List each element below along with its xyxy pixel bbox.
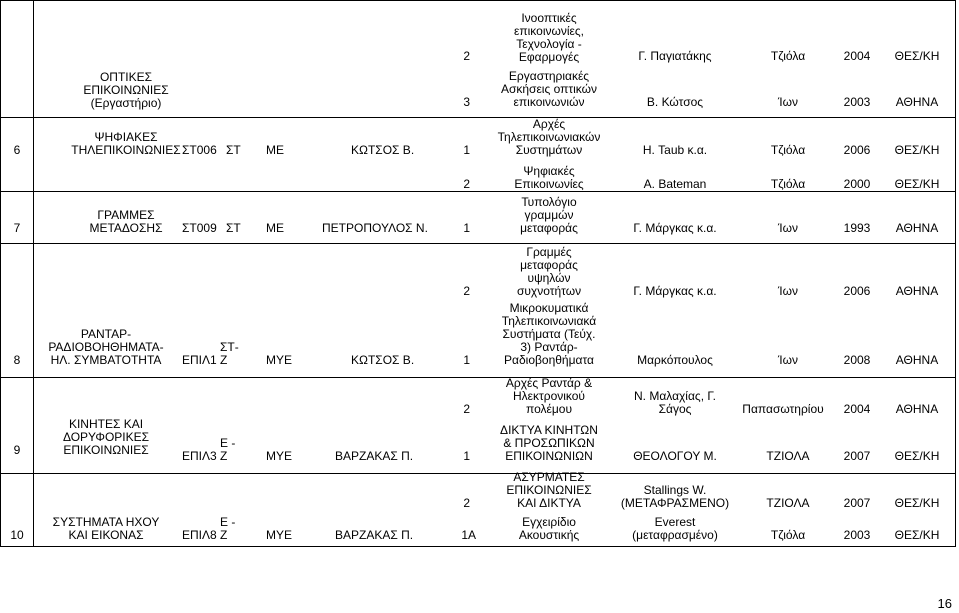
book-title: ΔΙΚΤΥΑ ΚΙΝΗΤΩΝ & ΠΡΟΣΩΠΙΚΩΝ ΕΠΙΚΟΙΝΩΝΙΩΝ [500,423,598,463]
book-year: 2004 [843,402,871,416]
book-publisher: Ίων [778,221,798,235]
course-teacher: ΚΩΤΣΟΣ Β. [351,143,415,157]
book-publisher: Τζιόλα [770,177,806,191]
book-title: Μικροκυματικά Τηλεπικοινωνιακά Συστήματα (Τεύχ. 3) Ραντάρ- Ραδιοβοηθήματα [501,301,597,367]
book-publisher: ΤΖΙΟΛΑ [766,496,810,510]
book-publisher: Ίων [778,95,798,109]
book-marker: 1 [463,353,470,367]
book-title: Ψηφιακές Επικοινωνίες [514,164,584,191]
book-city: ΘΕΣ/ΚΗ [894,449,940,463]
course-title: ΡΑΝΤΑΡ- ΡΑΔΙΟΒΟΗΘΗΜΑΤΑ- ΗΛ. ΣΥΜΒΑΤΟΤΗΤΑ [48,327,164,367]
book-author: ΘΕΟΛΟΓΟΥ Μ. [633,449,717,463]
book-year: 2004 [843,49,871,63]
book-year: 2006 [843,143,871,157]
book-author: Everest (μεταφρασμένο) [632,515,718,542]
row-number: 9 [13,443,21,457]
course-semester: ΣΤ [226,143,241,157]
book-year: 2003 [843,528,871,542]
book-city: ΑΘΗΝΑ [895,353,939,367]
book-author: Μαρκόπουλος [637,353,713,367]
book-year: 2000 [843,177,871,191]
course-teacher: ΚΩΤΣΟΣ Β. [351,353,415,367]
page-number: 16 [937,596,952,611]
book-marker: 2 [463,49,470,63]
book-year: 2007 [843,449,871,463]
course-type: ΜΥΕ [266,528,293,542]
book-author: Stallings W. (ΜΕΤΑΦΡΑΣΜΕΝΟ) [620,483,730,510]
book-title: Εγχειρίδιο Ακουστικής [518,515,580,542]
book-marker: 1 [463,221,470,235]
row-number: 7 [13,221,21,235]
book-year: 1993 [843,221,871,235]
book-marker: 2 [463,284,470,298]
row-divider [0,473,955,474]
course-code: ΕΠΙΛ1 [182,353,217,367]
course-code: ΕΠΙΛ8 [182,528,217,542]
row-number: 10 [10,528,24,542]
course-teacher: ΠΕΤΡΟΠΟΥΛΟΣ Ν. [322,221,428,235]
book-title: Εργαστηριακές Ασκήσεις οπτικών επικοινωνιών [500,69,598,109]
course-title: ΣΥΣΤΗΜΑΤΑ ΗΧΟΥ ΚΑΙ ΕΙΚΟΝΑΣ [52,515,160,542]
book-publisher: Ίων [778,353,798,367]
course-teacher: ΒΑΡΖΑΚΑΣ Π. [335,449,414,463]
book-title: Γραμμές μεταφοράς υψηλών συχνοτήτων [516,245,582,298]
book-city: ΘΕΣ/ΚΗ [894,177,940,191]
book-marker: 1 [463,449,470,463]
course-semester: ΣΤ- Ζ [220,340,239,367]
table-border-left [0,0,1,547]
row-number: 8 [13,353,21,367]
book-marker: 2 [463,496,470,510]
book-year: 2007 [843,496,871,510]
book-city: ΑΘΗΝΑ [895,221,939,235]
course-type: ΜΕ [266,221,284,235]
book-publisher: ΤΖΙΟΛΑ [766,449,810,463]
row-divider [0,191,955,192]
course-title: ΓΡΑΜΜΕΣ ΜΕΤΑΔΟΣΗΣ [89,208,163,235]
book-marker: 2 [463,402,470,416]
book-author: A. Bateman [643,177,707,191]
book-city: ΘΕΣ/ΚΗ [894,528,940,542]
book-city: ΘΕΣ/ΚΗ [894,143,940,157]
course-semester: ΣΤ [226,221,241,235]
book-title: Ινοοπτικές επικοινωνίες, Τεχνολογία - Εφαρμογές [514,11,584,64]
book-author: Γ. Μάργκας κ.α. [633,221,717,235]
course-title: ΟΠΤΙΚΕΣ ΕΠΙΚΟΙΝΩΝΙΕΣ (Εργαστήριο) [83,70,169,110]
book-title: Αρχές Τηλεπικοινωνιακών Συστημάτων [497,117,601,157]
row-divider [0,117,955,118]
book-title: Αρχές Ραντάρ & Ηλεκτρονικού πολέμου [505,376,593,416]
book-city: ΑΘΗΝΑ [895,284,939,298]
book-publisher: Τζιόλα [770,49,806,63]
book-city: ΘΕΣ/ΚΗ [894,496,940,510]
course-code: ΣΤ009 [182,221,217,235]
book-author: Γ. Μάργκας κ.α. [633,284,717,298]
book-year: 2006 [843,284,871,298]
course-semester: Ε - Ζ [220,436,236,463]
course-code: ΣΤ006 [182,143,217,157]
book-author: Ν. Μαλαχίας, Γ. Σάγος [633,389,716,416]
table-border-right [955,0,956,547]
course-type: ΜΥΕ [266,353,293,367]
book-author: Η. Taub κ.α. [642,143,708,157]
book-city: ΘΕΣ/ΚΗ [894,49,940,63]
course-type: ΜΕ [266,143,284,157]
book-title: ΑΣΥΡΜΑΤΕΣ ΕΠΙΚΟΙΝΩΝΙΕΣ ΚΑΙ ΔΙΚΤΥΑ [506,470,592,510]
column-divider [33,0,34,547]
book-publisher: Ίων [778,284,798,298]
row-divider [0,377,955,378]
row-divider [0,243,955,244]
book-marker: 2 [463,177,470,191]
book-marker: 1 [463,143,470,157]
book-city: ΑΘΗΝΑ [895,95,939,109]
course-type: ΜΥΕ [266,449,293,463]
book-title: Τυπολόγιο γραμμών μεταφοράς [520,195,578,235]
book-marker: 3 [463,95,470,109]
book-year: 2008 [843,353,871,367]
course-title: ΚΙΝΗΤΕΣ ΚΑΙ ΔΟΡΥΦΟΡΙΚΕΣ ΕΠΙΚΟΙΝΩΝΙΕΣ [62,417,150,457]
course-code: ΕΠΙΛ3 [182,449,217,463]
book-publisher: Τζιόλα [770,143,806,157]
book-author: Β. Κώτσος [646,95,704,109]
book-publisher: Παπασωτηρίου [742,402,824,416]
book-marker: 1Α [461,528,476,542]
book-year: 2003 [843,95,871,109]
table-border-top [0,0,955,1]
course-title: ΨΗΦΙΑΚΕΣ ΤΗΛΕΠΙΚΟΙΝΩΝΙΕΣ [71,130,181,157]
course-teacher: ΒΑΡΖΑΚΑΣ Π. [335,528,414,542]
row-number: 6 [13,143,21,157]
book-city: ΑΘΗΝΑ [895,402,939,416]
table-border-bottom [0,546,955,547]
book-author: Γ. Παγιατάκης [638,49,712,63]
book-publisher: Τζιόλα [770,528,806,542]
course-semester: Ε - Ζ [220,515,236,542]
